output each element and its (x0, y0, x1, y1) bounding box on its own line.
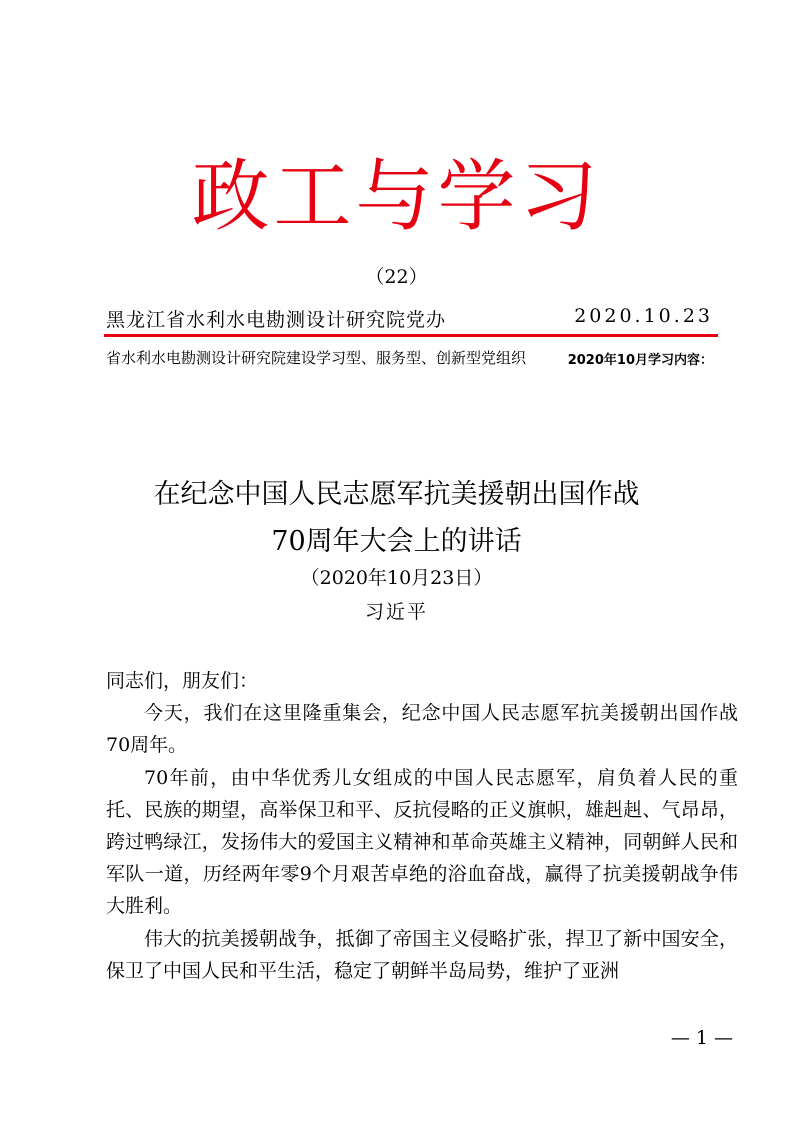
issue-date: 2020.10.23 (574, 305, 713, 327)
paragraph: 伟大的抗美援朝战争，抵御了帝国主义侵略扩张，捍卫了新中国安全，保卫了中国人民和平生活，稳定了朝鲜半岛局势，维护了亚洲 (106, 927, 738, 982)
paragraph: 70年前，由中华优秀儿女组成的中国人民志愿军，肩负着人民的重托、民族的期望，高举保卫和平、反抗侵略的正义旗帜，雄赳赳、气昂昂，跨过鸭绿江，发扬伟大的爱国主义精神和革命英雄主义精神，同朝鲜人民和军队一道，历经两年零9个月艰苦卓绝的浴血奋战，赢得了抗美援朝战争伟大胜利。 (106, 766, 738, 918)
article-title-line-1: 在纪念中国人民志愿军抗美援朝出国作战 (153, 479, 640, 510)
salutation: 同志们，朋友们： (106, 670, 259, 692)
author-name: 习近平 (364, 601, 428, 623)
issuing-org: 黑龙江省水利水电勘测设计研究院党办 (106, 309, 447, 331)
header-subtitle: 省水利水电勘测设计研究院建设学习型、服务型、创新型党组织 (106, 349, 527, 367)
issue-number: （22） (365, 266, 428, 288)
red-divider-rule (104, 334, 718, 337)
article-title-line-2: 70周年大会上的讲话 (271, 526, 522, 557)
paragraph: 今天，我们在这里隆重集会，纪念中国人民志愿军抗美援朝出国作战70周年。 (106, 702, 738, 757)
masthead-title: 政工与学习 (191, 152, 602, 242)
article-body (106, 665, 738, 987)
speech-date: （2020年10月23日） (300, 567, 493, 589)
study-content-label: 2020年10月学习内容： (567, 353, 713, 368)
page-number: — 1 — (670, 1027, 733, 1049)
